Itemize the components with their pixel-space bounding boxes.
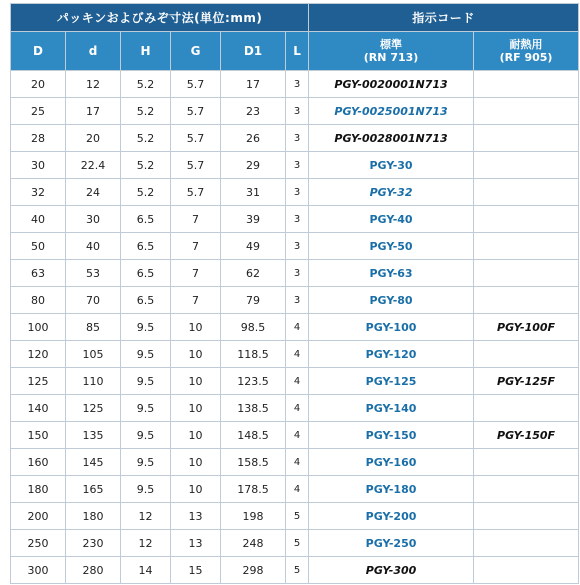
standard-code-cell: PGY-50 <box>309 233 474 260</box>
standard-code-cell: PGY-125 <box>309 368 474 395</box>
table-row <box>11 476 579 503</box>
cell-d: 12 <box>66 71 121 98</box>
cell-D1: 298 <box>221 557 286 584</box>
cell-D1: 118.5 <box>221 341 286 368</box>
cell-D: 20 <box>11 71 66 98</box>
cell-D: 300 <box>11 557 66 584</box>
heat-code-cell: PGY-150F <box>474 422 579 449</box>
table-row <box>11 422 579 449</box>
cell-H: 5.2 <box>121 125 171 152</box>
cell-H: 12 <box>121 503 171 530</box>
cell-d: 24 <box>66 179 121 206</box>
cell-L: 4 <box>286 314 309 341</box>
cell-d: 180 <box>66 503 121 530</box>
table-row <box>11 98 579 125</box>
cell-G: 7 <box>171 287 221 314</box>
cell-G: 13 <box>171 530 221 557</box>
cell-G: 10 <box>171 476 221 503</box>
cell-d: 280 <box>66 557 121 584</box>
standard-code-cell: PGY-80 <box>309 287 474 314</box>
standard-code-cell: PGY-140 <box>309 395 474 422</box>
cell-L: 4 <box>286 449 309 476</box>
cell-D: 100 <box>11 314 66 341</box>
cell-G: 13 <box>171 503 221 530</box>
cell-G: 10 <box>171 395 221 422</box>
cell-L: 4 <box>286 422 309 449</box>
cell-d: 17 <box>66 98 121 125</box>
cell-H: 9.5 <box>121 449 171 476</box>
cell-L: 4 <box>286 395 309 422</box>
cell-D1: 49 <box>221 233 286 260</box>
cell-d: 230 <box>66 530 121 557</box>
table-row <box>11 179 579 206</box>
cell-D1: 23 <box>221 98 286 125</box>
heat-code-cell <box>474 530 579 557</box>
cell-D1: 62 <box>221 260 286 287</box>
cell-d: 125 <box>66 395 121 422</box>
cell-H: 6.5 <box>121 206 171 233</box>
cell-L: 4 <box>286 368 309 395</box>
heat-code-cell <box>474 287 579 314</box>
col-header-L: L <box>286 32 309 71</box>
cell-H: 9.5 <box>121 368 171 395</box>
cell-d: 22.4 <box>66 152 121 179</box>
col-header-d: d <box>66 32 121 71</box>
cell-H: 12 <box>121 530 171 557</box>
standard-code-cell: PGY-0020001N713 <box>309 71 474 98</box>
cell-G: 5.7 <box>171 152 221 179</box>
cell-D: 140 <box>11 395 66 422</box>
heat-code-cell <box>474 179 579 206</box>
standard-code-cell: PGY-30 <box>309 152 474 179</box>
cell-D: 125 <box>11 368 66 395</box>
standard-code-cell: PGY-150 <box>309 422 474 449</box>
heat-code-cell <box>474 98 579 125</box>
cell-L: 5 <box>286 530 309 557</box>
cell-D: 25 <box>11 98 66 125</box>
table-row <box>11 260 579 287</box>
cell-G: 7 <box>171 206 221 233</box>
cell-D: 80 <box>11 287 66 314</box>
cell-L: 3 <box>286 152 309 179</box>
standard-code-cell: PGY-160 <box>309 449 474 476</box>
header-column-row <box>11 32 579 71</box>
cell-D: 150 <box>11 422 66 449</box>
cell-D: 160 <box>11 449 66 476</box>
cell-H: 6.5 <box>121 260 171 287</box>
code-group-header: 指示コード <box>309 4 579 32</box>
table-row <box>11 341 579 368</box>
cell-G: 10 <box>171 368 221 395</box>
cell-H: 5.2 <box>121 98 171 125</box>
standard-code-cell: PGY-300 <box>309 557 474 584</box>
col-header-heat-resistant <box>474 32 579 71</box>
cell-L: 5 <box>286 503 309 530</box>
cell-D: 250 <box>11 530 66 557</box>
cell-D: 32 <box>11 179 66 206</box>
table-row <box>11 368 579 395</box>
standard-code-cell: PGY-40 <box>309 206 474 233</box>
heat-code-cell <box>474 206 579 233</box>
cell-d: 145 <box>66 449 121 476</box>
cell-D1: 29 <box>221 152 286 179</box>
cell-D: 200 <box>11 503 66 530</box>
packing-spec-table <box>10 3 579 584</box>
standard-label: 標準 <box>380 38 403 51</box>
cell-D1: 198 <box>221 503 286 530</box>
col-header-D1: D1 <box>221 32 286 71</box>
col-header-H: H <box>121 32 171 71</box>
heat-code-cell <box>474 557 579 584</box>
standard-code-cell: PGY-200 <box>309 503 474 530</box>
heat-code-cell <box>474 260 579 287</box>
cell-d: 110 <box>66 368 121 395</box>
cell-d: 105 <box>66 341 121 368</box>
heat-code-cell <box>474 341 579 368</box>
heat-code-cell <box>474 152 579 179</box>
heat-code-cell <box>474 125 579 152</box>
cell-L: 4 <box>286 341 309 368</box>
header-group-row <box>11 4 579 32</box>
cell-G: 7 <box>171 233 221 260</box>
cell-D1: 248 <box>221 530 286 557</box>
heat-code-cell <box>474 503 579 530</box>
cell-H: 5.2 <box>121 152 171 179</box>
cell-H: 9.5 <box>121 341 171 368</box>
table-row <box>11 557 579 584</box>
cell-H: 6.5 <box>121 287 171 314</box>
cell-d: 40 <box>66 233 121 260</box>
cell-H: 9.5 <box>121 314 171 341</box>
table-row <box>11 233 579 260</box>
heat-code-cell <box>474 233 579 260</box>
cell-L: 4 <box>286 476 309 503</box>
standard-code-cell: PGY-250 <box>309 530 474 557</box>
table-row <box>11 71 579 98</box>
cell-d: 70 <box>66 287 121 314</box>
heat-label: 耐熱用 <box>509 38 543 51</box>
standard-code-cell: PGY-100 <box>309 314 474 341</box>
table-row <box>11 503 579 530</box>
cell-L: 3 <box>286 125 309 152</box>
cell-H: 5.2 <box>121 71 171 98</box>
table-row <box>11 314 579 341</box>
standard-sub-label: (RN 713) <box>363 51 419 64</box>
cell-L: 5 <box>286 557 309 584</box>
standard-code-cell: PGY-32 <box>309 179 474 206</box>
cell-H: 9.5 <box>121 476 171 503</box>
cell-D: 30 <box>11 152 66 179</box>
cell-L: 3 <box>286 98 309 125</box>
cell-H: 14 <box>121 557 171 584</box>
table-row <box>11 152 579 179</box>
table-row <box>11 395 579 422</box>
cell-D1: 138.5 <box>221 395 286 422</box>
cell-H: 6.5 <box>121 233 171 260</box>
cell-H: 5.2 <box>121 179 171 206</box>
cell-D1: 178.5 <box>221 476 286 503</box>
cell-D: 28 <box>11 125 66 152</box>
cell-G: 5.7 <box>171 71 221 98</box>
cell-D1: 123.5 <box>221 368 286 395</box>
cell-d: 135 <box>66 422 121 449</box>
cell-D1: 148.5 <box>221 422 286 449</box>
standard-code-cell: PGY-63 <box>309 260 474 287</box>
cell-d: 165 <box>66 476 121 503</box>
cell-G: 5.7 <box>171 98 221 125</box>
cell-G: 15 <box>171 557 221 584</box>
cell-D: 180 <box>11 476 66 503</box>
cell-D1: 79 <box>221 287 286 314</box>
cell-G: 10 <box>171 422 221 449</box>
cell-D: 120 <box>11 341 66 368</box>
cell-L: 3 <box>286 71 309 98</box>
table-body <box>11 71 579 584</box>
cell-G: 10 <box>171 449 221 476</box>
standard-code-cell: PGY-180 <box>309 476 474 503</box>
cell-D: 50 <box>11 233 66 260</box>
cell-d: 85 <box>66 314 121 341</box>
cell-D1: 17 <box>221 71 286 98</box>
cell-H: 9.5 <box>121 395 171 422</box>
cell-H: 9.5 <box>121 422 171 449</box>
cell-G: 5.7 <box>171 125 221 152</box>
cell-G: 7 <box>171 260 221 287</box>
cell-d: 20 <box>66 125 121 152</box>
cell-L: 3 <box>286 206 309 233</box>
heat-code-cell: PGY-125F <box>474 368 579 395</box>
cell-D1: 98.5 <box>221 314 286 341</box>
cell-G: 10 <box>171 341 221 368</box>
heat-code-cell <box>474 71 579 98</box>
table-row <box>11 206 579 233</box>
heat-code-cell <box>474 395 579 422</box>
heat-code-cell <box>474 449 579 476</box>
cell-L: 3 <box>286 179 309 206</box>
cell-D: 63 <box>11 260 66 287</box>
col-header-standard <box>309 32 474 71</box>
standard-code-cell: PGY-120 <box>309 341 474 368</box>
cell-d: 53 <box>66 260 121 287</box>
cell-L: 3 <box>286 287 309 314</box>
cell-D1: 31 <box>221 179 286 206</box>
cell-d: 30 <box>66 206 121 233</box>
cell-L: 3 <box>286 233 309 260</box>
cell-D1: 39 <box>221 206 286 233</box>
table-row <box>11 125 579 152</box>
col-header-D: D <box>11 32 66 71</box>
table-row <box>11 287 579 314</box>
heat-code-cell: PGY-100F <box>474 314 579 341</box>
heat-code-cell <box>474 476 579 503</box>
cell-D: 40 <box>11 206 66 233</box>
col-header-G: G <box>171 32 221 71</box>
cell-L: 3 <box>286 260 309 287</box>
cell-G: 10 <box>171 314 221 341</box>
dimensions-group-header: パッキンおよびみぞ寸法(単位:mm) <box>11 4 309 32</box>
table-row <box>11 530 579 557</box>
cell-D1: 26 <box>221 125 286 152</box>
cell-D1: 158.5 <box>221 449 286 476</box>
cell-G: 5.7 <box>171 179 221 206</box>
standard-code-cell: PGY-0028001N713 <box>309 125 474 152</box>
table-row <box>11 449 579 476</box>
heat-sub-label: (RF 905) <box>499 51 553 64</box>
standard-code-cell: PGY-0025001N713 <box>309 98 474 125</box>
